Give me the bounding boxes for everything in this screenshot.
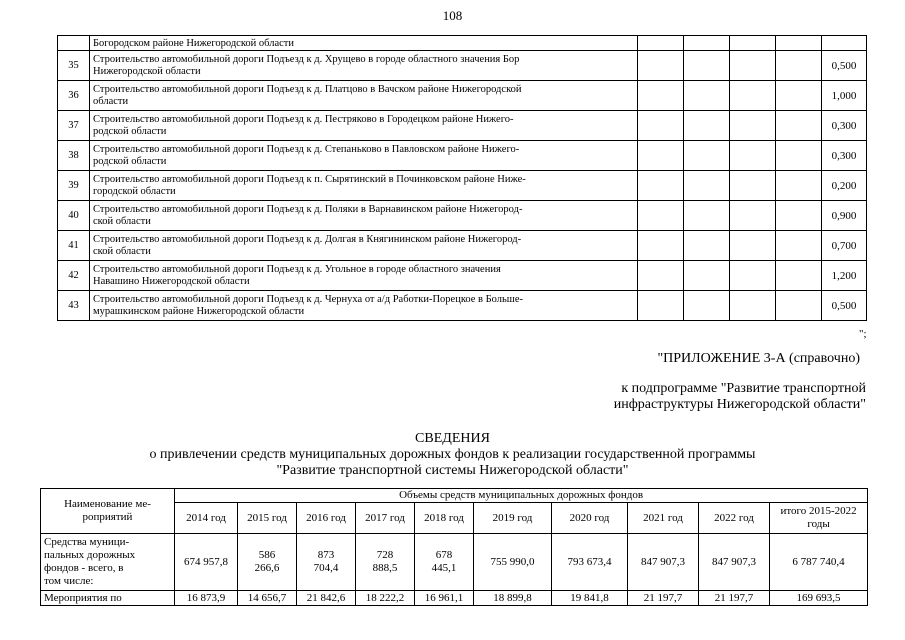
heading-line: о привлечении средств муниципальных дорожных фондов к реализации государственной программы	[149, 447, 756, 462]
empty-cell	[730, 111, 776, 141]
col-header-year: 2019 год	[474, 503, 552, 534]
empty-cell	[684, 171, 730, 201]
row-number: 40	[58, 201, 90, 231]
cell-value: 18 222,2	[356, 591, 415, 606]
table-row-continuation	[58, 36, 867, 51]
row-name: Строительство автомобильной дороги Подъезд к п. Сырятинский в Починковском районе Ниже- городской области	[90, 171, 638, 201]
row-value: 1,200	[822, 261, 867, 291]
row-value: 0,900	[822, 201, 867, 231]
row-value: 0,700	[822, 231, 867, 261]
row-name: Богородском районе Нижегородской области	[90, 36, 638, 51]
col-header-year: 2018 год	[415, 503, 474, 534]
cell-value: 16 873,9	[175, 591, 238, 606]
row-number: 37	[58, 111, 90, 141]
empty-cell	[684, 261, 730, 291]
row-name: Строительство автомобильной дороги Подъезд к д. Платцово в Вачском районе Нижегородской области	[90, 81, 638, 111]
cell-value: 21 197,7	[699, 591, 770, 606]
empty-cell	[684, 291, 730, 321]
cell-value-total: 6 787 740,4	[770, 534, 868, 591]
row-number: 42	[58, 261, 90, 291]
funds-table	[40, 488, 868, 606]
empty-cell	[776, 81, 822, 111]
row-number: 35	[58, 51, 90, 81]
cell-value: 793 673,4	[552, 534, 628, 591]
col-header-total: итого 2015-2022 годы	[770, 503, 868, 534]
row-number: 41	[58, 231, 90, 261]
document-heading	[0, 431, 905, 479]
empty-cell	[776, 201, 822, 231]
empty-cell	[638, 111, 684, 141]
road-construction-table	[57, 35, 867, 321]
empty-cell	[684, 141, 730, 171]
cell-value: 19 841,8	[552, 591, 628, 606]
empty-cell	[776, 171, 822, 201]
cell-value: 586 266,6	[238, 534, 297, 591]
empty-cell	[638, 171, 684, 201]
appendix-subtitle	[480, 381, 866, 413]
empty-cell	[776, 231, 822, 261]
table-row-event	[41, 591, 868, 606]
col-header-year: 2014 год	[175, 503, 238, 534]
table-row	[58, 291, 867, 321]
empty-cell	[730, 81, 776, 111]
table-row	[58, 261, 867, 291]
empty-cell	[638, 261, 684, 291]
group-header: Объемы средств муниципальных дорожных фондов	[175, 489, 868, 503]
row-value: 0,500	[822, 291, 867, 321]
cell-value: 16 961,1	[415, 591, 474, 606]
empty-cell	[684, 201, 730, 231]
row-number: 38	[58, 141, 90, 171]
cell-value: 21 197,7	[628, 591, 699, 606]
table-header-row	[41, 489, 868, 503]
row-name: Строительство автомобильной дороги Подъезд к д. Пестряково в Городецком районе Нижего- родской области	[90, 111, 638, 141]
cell-value: 14 656,7	[238, 591, 297, 606]
heading-title: СВЕДЕНИЯ	[415, 431, 490, 446]
empty-cell	[730, 231, 776, 261]
empty-cell	[638, 51, 684, 81]
cell-value: 873 704,4	[297, 534, 356, 591]
row-number: 39	[58, 171, 90, 201]
table-row	[58, 171, 867, 201]
cell-value: 169 693,5	[770, 591, 868, 606]
row-name: Строительство автомобильной дороги Подъезд к д. Хрущево в городе областного значения Бор Нижегородской области	[90, 51, 638, 81]
empty-cell	[776, 51, 822, 81]
table-row	[58, 81, 867, 111]
row-value: 0,300	[822, 141, 867, 171]
table-row-total	[41, 534, 868, 591]
empty-cell	[730, 51, 776, 81]
row-number: 43	[58, 291, 90, 321]
col-header-year: 2017 год	[356, 503, 415, 534]
row-name: Строительство автомобильной дороги Подъезд к д. Чернуха от а/д Работки-Порецкое в Больше- мурашкинском районе Нижегородской области	[90, 291, 638, 321]
col-header-year: 2016 год	[297, 503, 356, 534]
empty-cell	[684, 51, 730, 81]
empty-cell	[638, 201, 684, 231]
empty-cell	[684, 231, 730, 261]
cell-value: 21 842,6	[297, 591, 356, 606]
empty-cell	[638, 291, 684, 321]
row-name: Мероприятия по	[41, 591, 175, 606]
page-number: 108	[442, 8, 463, 23]
empty-cell	[730, 201, 776, 231]
row-name: Строительство автомобильной дороги Подъезд к д. Угольное в городе областного значения Навашино Нижегородской области	[90, 261, 638, 291]
cell-value: 755 990,0	[474, 534, 552, 591]
cell-value: 678 445,1	[415, 534, 474, 591]
cell-value: 674 957,8	[175, 534, 238, 591]
row-name: Строительство автомобильной дороги Подъезд к д. Поляки в Варнавинском районе Нижегород- ской области	[90, 201, 638, 231]
empty-cell	[776, 111, 822, 141]
empty-cell	[776, 141, 822, 171]
empty-cell	[776, 291, 822, 321]
empty-cell	[776, 261, 822, 291]
cell-value: 18 899,8	[474, 591, 552, 606]
table-row	[58, 201, 867, 231]
end-quote: ";	[859, 328, 867, 340]
empty-cell	[730, 291, 776, 321]
table-row	[58, 111, 867, 141]
row-number: 36	[58, 81, 90, 111]
cell-value: 847 907,3	[699, 534, 770, 591]
table-row	[58, 231, 867, 261]
appendix-subtitle-line: к подпрограмме "Развитие транспортной	[621, 381, 866, 396]
table-row	[58, 141, 867, 171]
col-header-year: 2021 год	[628, 503, 699, 534]
row-value: 0,200	[822, 171, 867, 201]
empty-cell	[730, 261, 776, 291]
empty-cell	[638, 231, 684, 261]
row-value: 0,300	[822, 111, 867, 141]
row-name: Средства муници- пальных дорожных фондов - всего, в том числе:	[41, 534, 175, 591]
row-name: Строительство автомобильной дороги Подъезд к д. Степаньково в Павловском районе Нижего- родской области	[90, 141, 638, 171]
empty-cell	[638, 141, 684, 171]
heading-line: "Развитие транспортной системы Нижегородской области"	[276, 463, 629, 478]
row-value: 0,500	[822, 51, 867, 81]
empty-cell	[638, 81, 684, 111]
col-header-name: Наименование ме- роприятий	[41, 489, 175, 534]
cell-value: 847 907,3	[628, 534, 699, 591]
appendix-subtitle-line: инфраструктуры Нижегородской области"	[613, 397, 866, 412]
empty-cell	[684, 111, 730, 141]
row-name: Строительство автомобильной дороги Подъезд к д. Долгая в Княгининском районе Нижегород- ской области	[90, 231, 638, 261]
empty-cell	[730, 141, 776, 171]
empty-cell	[730, 171, 776, 201]
table-row	[58, 51, 867, 81]
col-header-year: 2015 год	[238, 503, 297, 534]
row-value: 1,000	[822, 81, 867, 111]
col-header-year: 2022 год	[699, 503, 770, 534]
appendix-title: "ПРИЛОЖЕНИЕ 3-А (справочно)	[657, 351, 860, 366]
cell-value: 728 888,5	[356, 534, 415, 591]
empty-cell	[684, 81, 730, 111]
col-header-year: 2020 год	[552, 503, 628, 534]
